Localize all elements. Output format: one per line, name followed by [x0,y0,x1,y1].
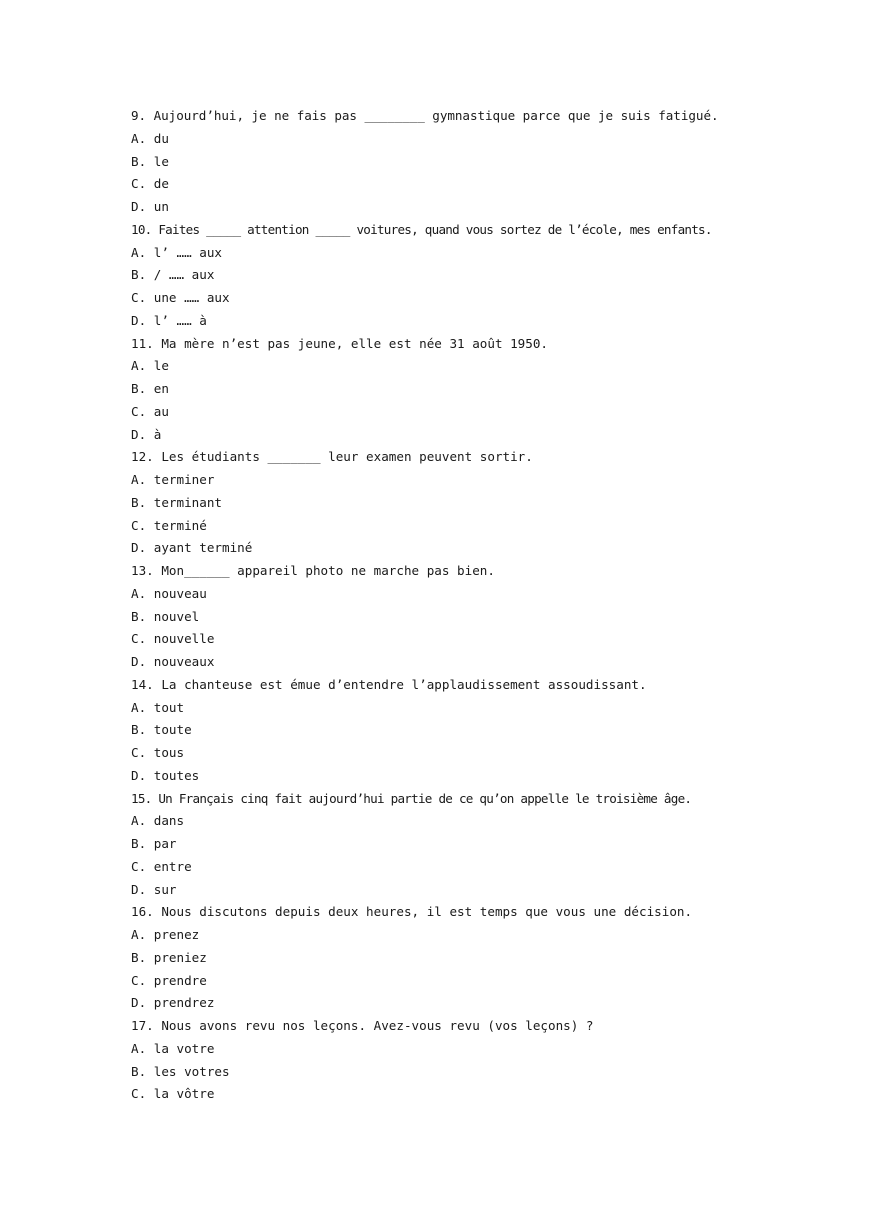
option-b: B. par [131,836,177,851]
question-13: 13. Mon______ appareil photo ne marche pas bien. [131,563,495,578]
option-b: B. toute [131,722,192,738]
option-a: A. terminer [131,472,215,487]
option-d: D. sur [131,881,177,897]
option-d: D. prendrez [131,995,215,1011]
option-a: A. du [131,130,169,146]
option-c: C. la vôtre [131,1086,215,1102]
option-d: D. ayant terminé [131,540,253,556]
option-c: C. terminé [131,517,207,533]
question-12: 12. Les étudiants _______ leur examen peuvent sortir. [131,449,533,465]
option-d: D. toutes [131,767,200,783]
option-b: B. / …… aux [131,267,215,283]
question-17: 17. Nous avons revu nos leçons. Avez-vous revu (vos leçons) ? [131,1018,594,1033]
option-a: A. la votre [131,1040,215,1056]
option-d: D. à [131,426,162,442]
option-a: A. prenez [131,927,200,942]
question-11: 11. Ma mère n’est pas jeune, elle est née 31 août 1950. [131,335,549,351]
question-15: 15. Un Français cinq fait aujourd’hui partie de ce qu’on appelle le troisième âge. [131,790,692,806]
option-b: B. nouvel [131,608,200,624]
option-c: C. au [131,403,169,419]
option-c: C. prendre [131,972,207,988]
option-a: A. tout [131,699,185,715]
option-d: D. l’ …… à [131,312,207,328]
question-9: 9. Aujourd’hui, je ne fais pas ________ gymnastique parce que je suis fatigué. [131,108,719,123]
option-b: B. les votres [131,1063,230,1079]
option-c: C. de [131,176,169,192]
question-16: 16. Nous discutons depuis deux heures, il est temps que vous une décision. [131,904,693,920]
option-c: C. entre [131,858,192,874]
option-c: C. une …… aux [131,290,230,305]
option-a: A. nouveau [131,585,207,601]
option-b: B. preniez [131,949,207,965]
option-a: A. dans [131,813,185,829]
option-b: B. terminant [131,494,222,510]
option-c: C. tous [131,745,185,760]
exercise-list [131,105,741,1106]
option-c: C. nouvelle [131,631,215,647]
option-a: A. l’ …… aux [131,244,222,260]
option-a: A. le [131,358,169,374]
option-d: D. nouveaux [131,654,215,669]
question-14: 14. La chanteuse est émue d’entendre l’applaudissement assoudissant. [131,676,647,692]
option-b: B. le [131,153,169,169]
question-10: 10. Faites _____ attention _____ voitures, quand vous sortez de l’école, mes enfants. [131,221,712,237]
option-d: D. un [131,199,169,214]
option-b: B. en [131,381,169,396]
